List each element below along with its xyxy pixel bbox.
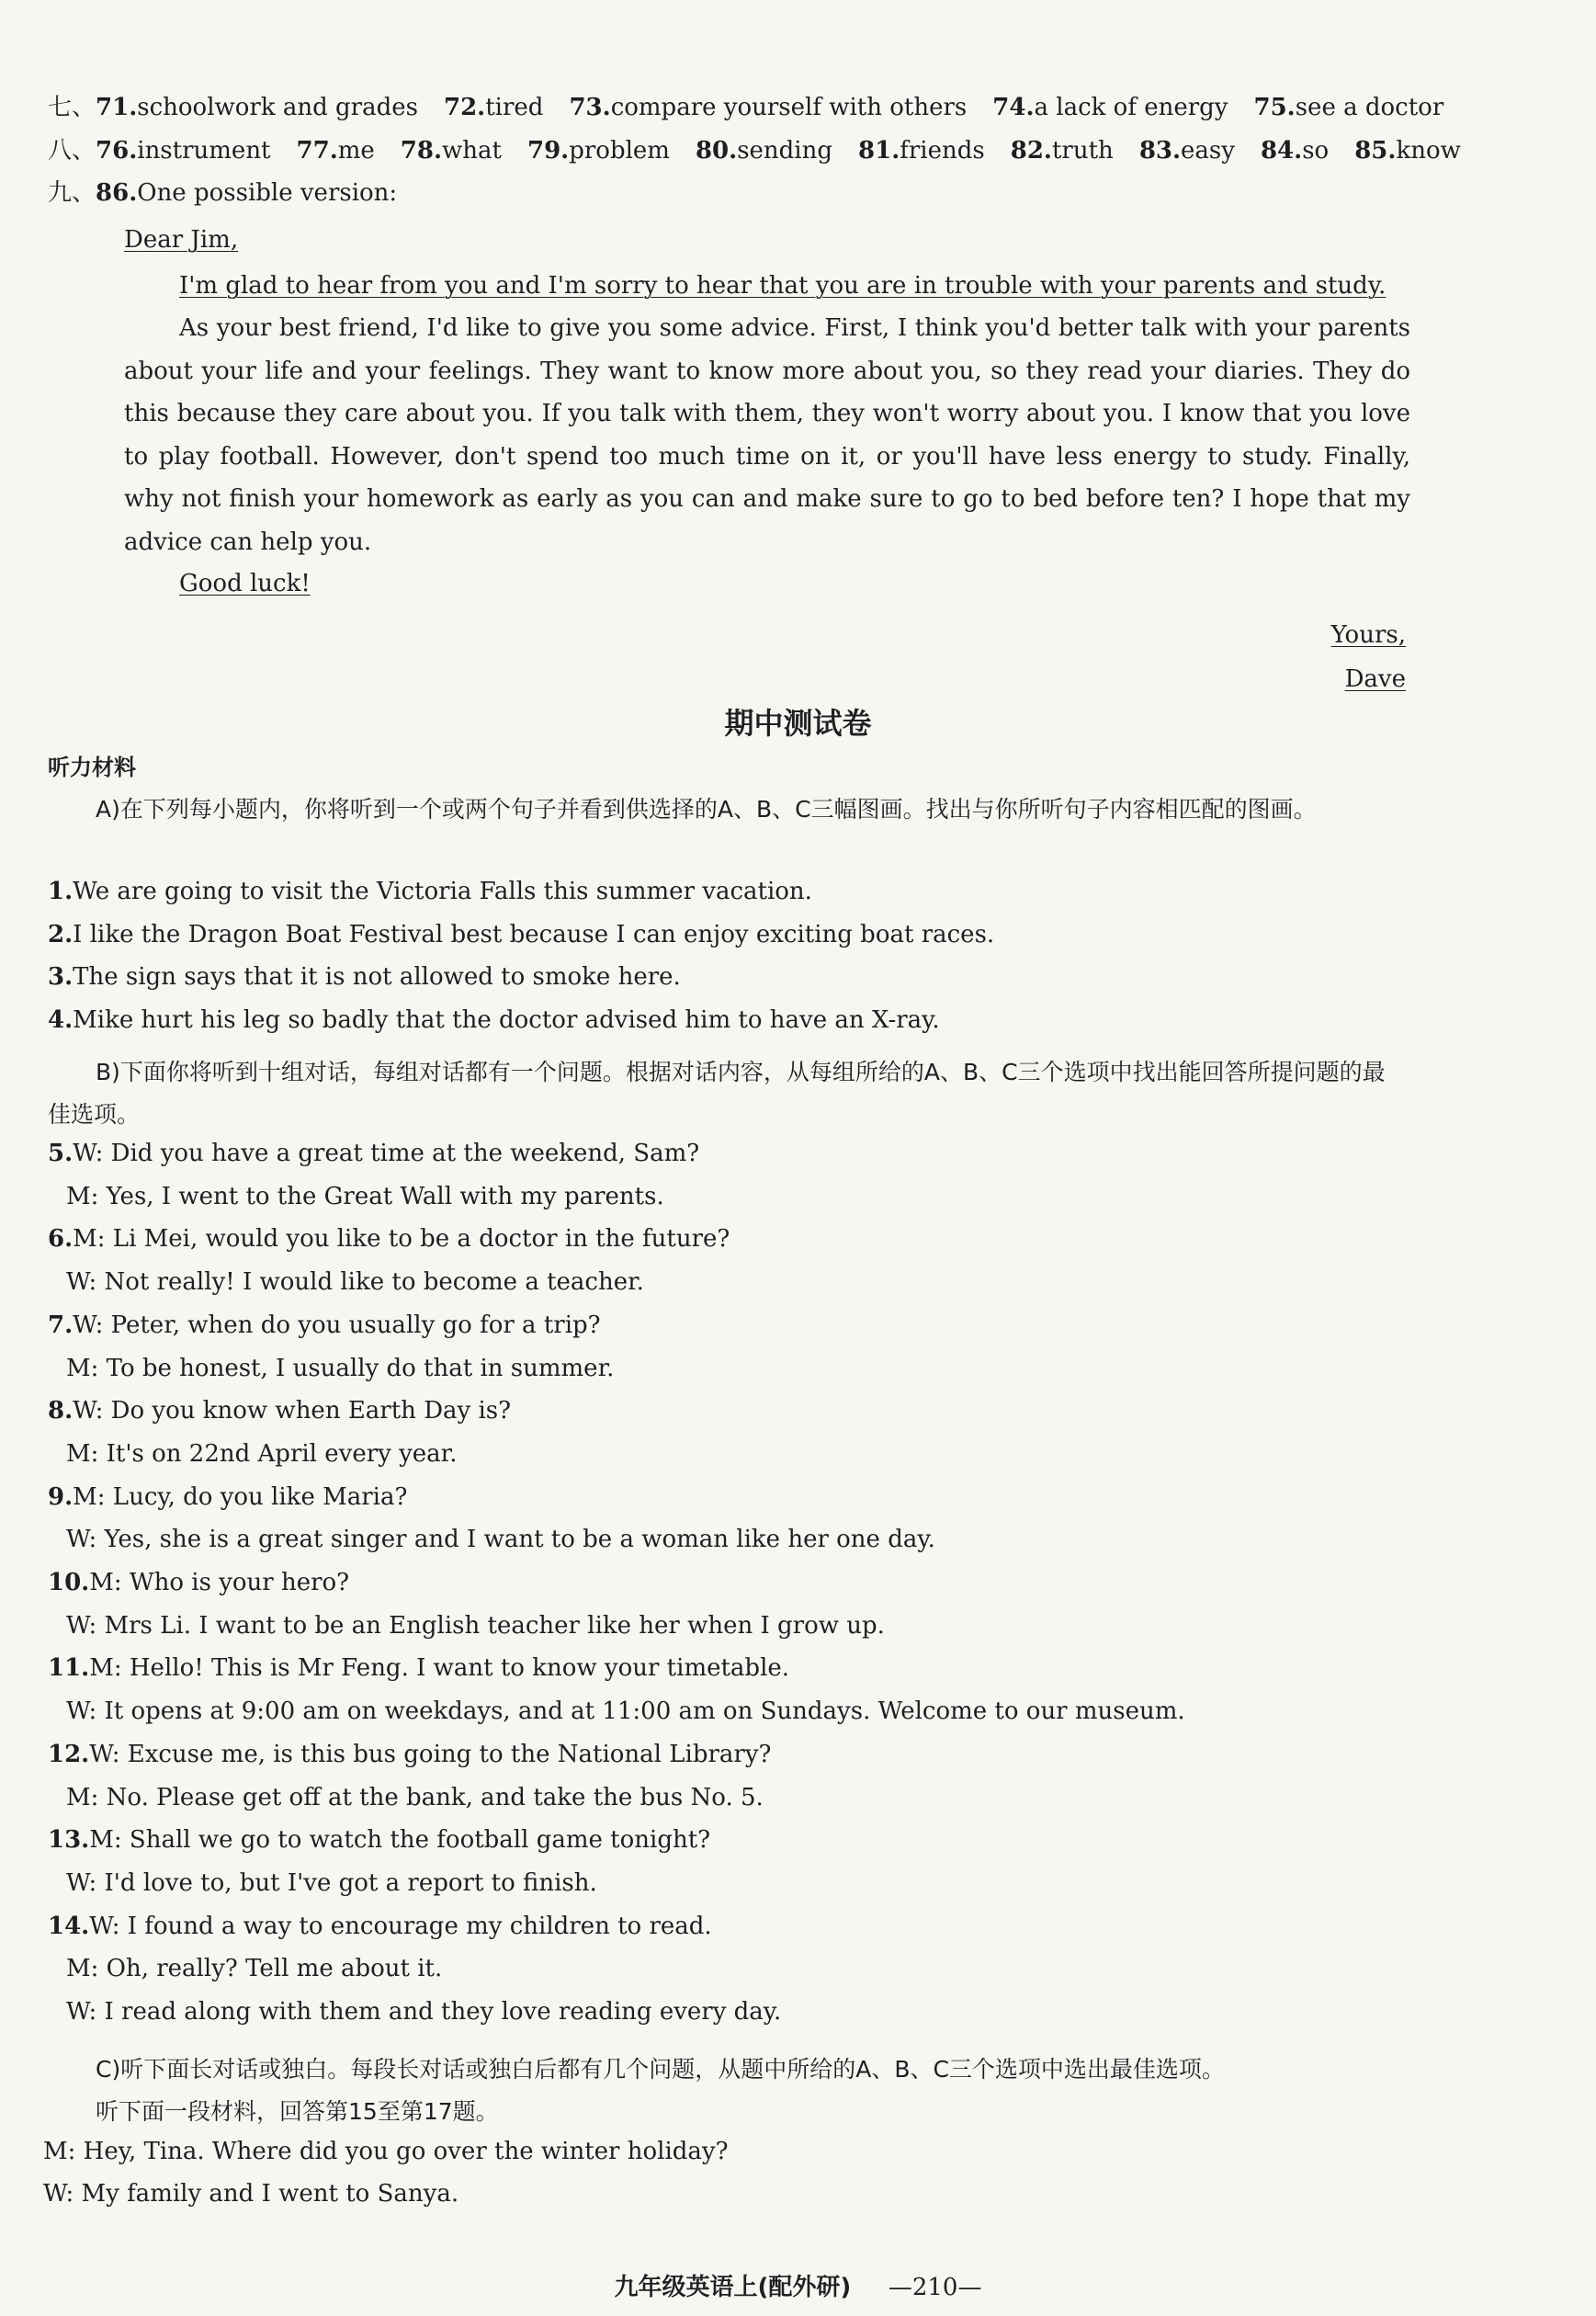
question-number: 72.	[443, 94, 486, 121]
answer-text: so	[1302, 137, 1330, 165]
line-text: M: No. Please get off at the bank, and take the bus No. 5.	[66, 1783, 764, 1811]
question-number: 71.	[96, 94, 138, 121]
listening-line	[66, 1183, 664, 1210]
line-text: W: Peter, when do you usually go for a trip?	[73, 1311, 601, 1339]
question-number: 2.	[48, 920, 74, 948]
question-number: 73.	[569, 94, 611, 121]
question-number: 9.	[48, 1482, 74, 1511]
line-text: I like the Dragon Boat Festival best because I can enjoy exciting boat races.	[73, 920, 995, 948]
line-text: W: Excuse me, is this bus going to the National Library?	[89, 1740, 772, 1768]
answer-text: what	[442, 137, 502, 165]
signature-text: Dave	[1344, 665, 1406, 693]
listening-heading: 听力材料	[48, 755, 136, 780]
line-text: M: Li Mei, would you like to be a doctor in the future?	[73, 1225, 730, 1254]
question-number: 6.	[48, 1225, 74, 1254]
dialogue-text: M: Hey, Tina. Where did you go over the winter holiday?	[43, 2138, 729, 2165]
page-footer	[0, 2268, 1596, 2302]
line-text: W: Yes, she is a great singer and I want to be a woman like her one day.	[66, 1526, 935, 1554]
instruction-text: C)听下面长对话或独白。每段长对话或独白后都有几个问题，从题中所给的A、B、C三个选项中选出最佳选项。	[96, 2056, 1225, 2083]
line-text: W: I read along with them and they love reading every day.	[66, 1998, 782, 2026]
letter-yours	[1331, 621, 1406, 649]
question-number: 5.	[48, 1140, 74, 1167]
letter-closing	[179, 562, 1466, 606]
answer-item	[444, 94, 543, 121]
question-number: 4.	[48, 1006, 74, 1035]
part-c-subinstruction	[48, 2091, 1408, 2133]
question-number: 74.	[992, 94, 1035, 121]
question-number: 83.	[1138, 137, 1182, 165]
paragraph-text: I'm glad to hear from you and I'm sorry to hear that you are in trouble with your parents and study.	[179, 272, 1387, 300]
section-title: 期中测试卷	[724, 706, 872, 741]
listening-line	[48, 1826, 710, 1854]
line-text: W: It opens at 9:00 am on weekdays, and at 11:00 am on Sundays. Welcome to our museum.	[66, 1697, 1185, 1726]
question-number: 3.	[48, 963, 74, 992]
question-number: 13.	[48, 1826, 90, 1855]
listening-line	[66, 1440, 458, 1468]
listening-line	[66, 1612, 885, 1640]
line-text: W: Do you know when Earth Day is?	[73, 1397, 512, 1425]
question-number: 78.	[400, 137, 443, 165]
answer-item	[1354, 137, 1461, 165]
letter-paragraph-1	[179, 265, 1410, 308]
section-label: 九、	[48, 179, 96, 207]
question-number: 14.	[48, 1912, 90, 1940]
letter-signature	[1345, 665, 1406, 693]
listening-line	[48, 1006, 940, 1034]
listening-line	[48, 1569, 349, 1596]
listening-line	[48, 1397, 511, 1425]
line-text: M: Yes, I went to the Great Wall with my parents.	[66, 1182, 664, 1210]
letter-greeting	[124, 219, 1410, 262]
answer-item	[96, 137, 271, 165]
line-text: M: Who is your hero?	[89, 1569, 350, 1596]
part-b-instructions	[48, 1051, 1408, 1136]
line-text: W: Mrs Li. I want to be an English teacher like her when I grow up.	[66, 1611, 885, 1640]
question-number: 1.	[48, 878, 74, 905]
line-text: Mike hurt his leg so badly that the doctor advised him to have an X-ray.	[73, 1006, 940, 1035]
answer-text: instrument	[137, 137, 271, 165]
question-number: 77.	[296, 137, 338, 165]
greeting-text: Dear Jim,	[124, 226, 239, 254]
listening-line	[66, 1869, 597, 1897]
answer-item	[527, 137, 670, 165]
section-label: 八、	[48, 137, 96, 165]
question-number: 82.	[1010, 137, 1052, 165]
listening-line	[48, 1225, 730, 1253]
answer-text: see a doctor	[1295, 94, 1444, 121]
line-text: W: Not really! I would like to become a teacher.	[66, 1268, 644, 1297]
question-number: 85.	[1354, 137, 1397, 165]
question-number: 11.	[48, 1654, 90, 1683]
dialogue-text: W: My family and I went to Sanya.	[43, 2180, 459, 2208]
listening-line	[66, 1355, 614, 1382]
line-text: W: I found a way to encourage my children to read.	[89, 1912, 712, 1940]
line-text: W: I'd love to, but I've got a report to finish.	[66, 1868, 597, 1897]
dialogue-line	[43, 2180, 458, 2208]
line-text: We are going to visit the Victoria Falls this summer vacation.	[73, 878, 812, 905]
listening-line	[66, 1784, 764, 1811]
line-text: W: Did you have a great time at the weekend, Sam?	[73, 1140, 700, 1167]
question-number: 8.	[48, 1397, 74, 1425]
question-number: 80.	[695, 137, 738, 165]
question-number: 10.	[48, 1569, 90, 1596]
answer-item	[992, 94, 1228, 121]
answer-item	[1011, 137, 1114, 165]
letter-paragraph-2	[124, 307, 1410, 563]
listening-line	[48, 1140, 699, 1167]
part-a-instructions	[48, 789, 1408, 831]
answer-text: easy	[1181, 137, 1235, 165]
answer-text: schoolwork and grades	[137, 94, 418, 121]
listening-line	[66, 1526, 935, 1553]
answer-text: sending	[737, 137, 833, 165]
answer-text: truth	[1051, 137, 1114, 165]
yours-text: Yours,	[1330, 621, 1406, 649]
listening-line	[48, 921, 994, 948]
question-number: 12.	[48, 1740, 90, 1768]
section-label: 七、	[48, 94, 96, 121]
line-text: M: Lucy, do you like Maria?	[73, 1482, 408, 1511]
listening-line	[48, 963, 681, 991]
line-text: M: Oh, really? Tell me about it.	[66, 1955, 443, 1983]
answer-text: problem	[569, 137, 670, 165]
answer-item	[297, 137, 375, 165]
answer-text: know	[1396, 137, 1461, 165]
answer-text: tired	[485, 94, 544, 121]
instruction-text: A)在下列每小题内，你将听到一个或两个句子并看到供选择的A、B、C三幅图画。找出与你所听句子内容相匹配的图画。	[96, 796, 1317, 823]
line-text: M: To be honest, I usually do that in summer.	[66, 1354, 615, 1382]
answer-text: compare yourself with others	[610, 94, 968, 121]
listening-line	[48, 1913, 712, 1940]
answer-text: friends	[900, 137, 985, 165]
answer-item	[1253, 94, 1443, 121]
book-label: 九年级英语上(配外研)	[614, 2274, 852, 2301]
question-number: 81.	[858, 137, 900, 165]
question-number: 75.	[1253, 94, 1296, 121]
answer-item	[401, 137, 502, 165]
paragraph-text: As your best friend, I'd like to give you some advice. First, I think you'd better talk with your parents about your life and your feelings. They want to know more about you, so they read your diaries. They do this because they care about you. If you talk with them, they won't worry about you. I know that you love to play football. However, don't spend too much time on it, or you'll have less energy to study. Finally, why not finish your homework as early as you can and make sure to go to bed before ten? I hope that my advice can help you.	[124, 314, 1410, 556]
answer-row-9	[48, 177, 1408, 209]
listening-line	[48, 1311, 601, 1339]
answer-row-8	[48, 135, 1461, 166]
question-number: 7.	[48, 1311, 74, 1339]
dialogue-line	[43, 2138, 729, 2165]
answer-text: One possible version:	[137, 179, 398, 207]
answer-row-7	[48, 92, 1444, 123]
answer-item	[696, 137, 832, 165]
question-number: 76.	[96, 137, 138, 165]
answer-item	[1139, 137, 1235, 165]
page-number: —210—	[888, 2274, 982, 2301]
answer-text: me	[337, 137, 375, 165]
instruction-text: B)下面你将听到十组对话，每组对话都有一个问题。根据对话内容，从每组所给的A、B、C三个选项中找出能回答所提问题的最佳选项。	[48, 1059, 1386, 1128]
part-c-instructions	[48, 2049, 1408, 2091]
question-number: 86.	[96, 179, 138, 207]
answer-item	[858, 137, 985, 165]
listening-line	[66, 1955, 442, 1982]
answer-item	[1261, 137, 1329, 165]
listening-line	[48, 1654, 789, 1682]
question-number: 79.	[526, 137, 570, 165]
listening-line	[48, 878, 812, 905]
line-text: M: Shall we go to watch the football game tonight?	[89, 1826, 711, 1855]
listening-line	[66, 1998, 781, 2026]
listening-line	[66, 1697, 1185, 1725]
instruction-text: 听下面一段材料，回答第15至第17题。	[96, 2098, 499, 2125]
closing-text: Good luck!	[179, 570, 311, 597]
question-number: 84.	[1260, 137, 1303, 165]
answer-item	[96, 94, 418, 121]
line-text: M: It's on 22nd April every year.	[66, 1439, 458, 1468]
listening-line	[66, 1268, 644, 1296]
listening-line	[48, 1741, 771, 1768]
line-text: M: Hello! This is Mr Feng. I want to know your timetable.	[89, 1654, 790, 1683]
answer-item	[569, 94, 967, 121]
listening-line	[48, 1483, 407, 1511]
line-text: The sign says that it is not allowed to smoke here.	[73, 963, 681, 992]
answer-text: a lack of energy	[1034, 94, 1228, 121]
